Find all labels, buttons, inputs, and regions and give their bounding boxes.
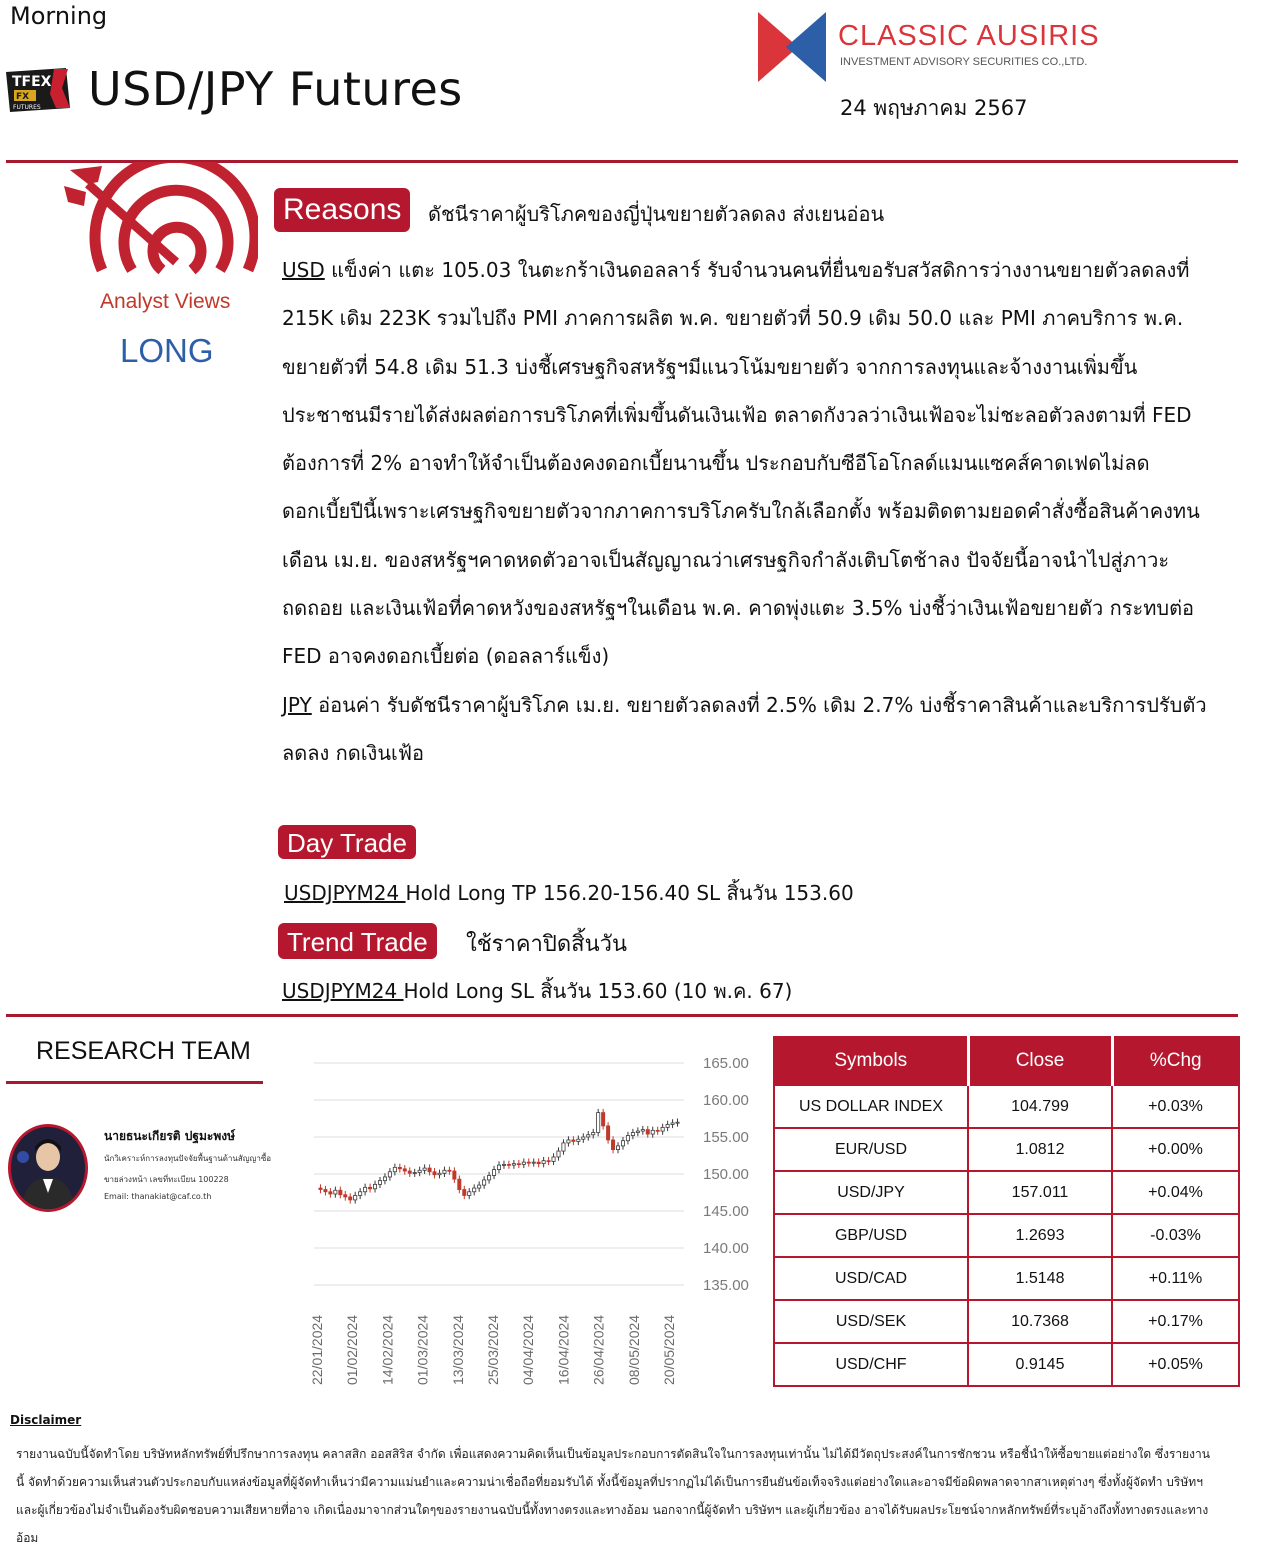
candle-body: [587, 1135, 590, 1137]
table-row: [774, 1214, 1239, 1257]
table-row: [774, 1085, 1239, 1128]
symbol-cell: US DOLLAR INDEX: [774, 1085, 968, 1128]
candle-body: [383, 1177, 386, 1181]
y-tick-label: 150.00: [703, 1166, 749, 1183]
y-tick-label: 160.00: [703, 1092, 749, 1109]
jpy-text: อ่อนค่า รับดัชนีราคาผู้บริโภค เม.ย. ขยายตัวลดลงที่ 2.5% เดิม 2.7% บ่งชี้ราคาสินค้าและบริการปรับตัวลดลง กดเงินเฟ้อ: [282, 692, 1207, 765]
candle-body: [463, 1190, 466, 1196]
candle-body: [334, 1190, 337, 1194]
analyst-avatar: [8, 1124, 88, 1212]
column-header-symbols: Symbols: [774, 1037, 968, 1085]
jpy-label: JPY: [282, 692, 312, 717]
target-arrow-icon: [58, 162, 258, 290]
table-row: [774, 1128, 1239, 1171]
candle-body: [473, 1188, 476, 1192]
day-trade-line: [284, 877, 854, 909]
candle-body: [597, 1113, 600, 1133]
trend-trade-note: ใช้ราคาปิดสิ้นวัน: [466, 932, 628, 957]
close-cell: 157.011: [968, 1171, 1112, 1214]
candle-body: [527, 1162, 530, 1163]
candle-body: [572, 1140, 575, 1141]
chg-cell: +0.05%: [1112, 1343, 1239, 1386]
reasons-headline: ดัชนีราคาผู้บริโภคของญี่ปุ่นขยายตัวลดลง ส่งเยนอ่อน: [428, 202, 885, 226]
candle-body: [542, 1161, 545, 1164]
tfex-logo-text-2: FX: [16, 92, 30, 102]
candle-body: [329, 1192, 332, 1194]
candle-body: [423, 1168, 426, 1170]
candle-body: [592, 1133, 595, 1135]
candle-body: [418, 1170, 421, 1172]
day-trade-text: Hold Long TP 156.20-156.40 SL สิ้นวัน 153.60: [405, 881, 854, 905]
candle-body: [393, 1167, 396, 1171]
candle-body: [552, 1157, 555, 1161]
analyst-portrait-icon: [11, 1127, 85, 1209]
candle-body: [537, 1162, 540, 1163]
y-tick-label: 140.00: [703, 1240, 749, 1257]
candle-body: [577, 1139, 580, 1141]
candle-body: [458, 1179, 461, 1189]
trend-trade-line: [282, 975, 792, 1007]
day-trade-tag: Day Trade: [278, 825, 416, 859]
x-tick-label: 08/05/2024: [625, 1314, 642, 1385]
x-tick-label: 16/04/2024: [555, 1314, 572, 1385]
symbol-cell: EUR/USD: [774, 1128, 968, 1171]
candle-body: [646, 1130, 649, 1134]
candle-body: [368, 1187, 371, 1188]
candle-body: [428, 1168, 431, 1172]
report-date: 24 พฤษภาคม 2567: [840, 96, 1028, 120]
table-header-row: [774, 1037, 1239, 1085]
reasons-tag: Reasons: [274, 188, 410, 232]
analyst-views-label: Analyst Views: [100, 290, 231, 313]
usd-label: USD: [282, 258, 325, 282]
section-divider: [6, 1014, 1238, 1017]
candle-body: [388, 1172, 391, 1177]
analyst-role: นักวิเคราะห์การลงทุนปัจจัยพื้นฐานด้านสัญญาซื้อ: [104, 1154, 272, 1163]
trend-trade-text: Hold Long SL สิ้นวัน 153.60 (10 พ.ค. 67): [403, 979, 793, 1003]
candle-body: [517, 1164, 520, 1165]
candle-body: [671, 1123, 674, 1124]
x-tick-label: 01/02/2024: [344, 1314, 361, 1385]
page-title: USD/JPY Futures: [88, 62, 463, 116]
research-team-underline: [6, 1081, 263, 1084]
close-cell: 1.5148: [968, 1257, 1112, 1300]
symbol-cell: USD/CAD: [774, 1257, 968, 1300]
company-name: CLASSIC AUSIRIS: [838, 20, 1100, 52]
usd-paragraph: [282, 246, 1212, 681]
chg-cell: +0.04%: [1112, 1171, 1239, 1214]
candle-body: [532, 1162, 535, 1163]
chg-cell: +0.03%: [1112, 1085, 1239, 1128]
reasons-body: [282, 246, 1212, 777]
candle-body: [616, 1146, 619, 1150]
table-row: [774, 1343, 1239, 1386]
symbol-cell: USD/CHF: [774, 1343, 968, 1386]
candle-body: [502, 1164, 505, 1165]
usd-text: แข็งค่า แตะ 105.03 ในตะกร้าเงินดอลลาร์ รับจำนวนคนที่ยื่นขอรับสวัสดิการว่างงานขยายตัวลดลงที่ 215K เดิม 223K รวมไปถึง PMI ภาคการผลิต พ.ค. ขยายตัวที่ 50.9 เดิม 50.0 และ PMI ภาคบริการ พ.ค. ขยายตัวที่ 54.8 เดิม 51.3 บ่งชี้เศรษฐกิจสหรัฐฯมีแนวโน้มขยายตัว จากการลงทุนและจ้างงานเพิ่มขึ้น ประชาชนมีรายได้ส่งผลต่อการบริโภคที่เพิ่มขึ้นดันเงินเฟ้อ ตลาดกังวลว่าเงินเฟ้อจะไม่ชะลอตัวลงตามที่ FED ต้องการที่ 2% อาจทำให้จำเป็นต้องคงดอกเบี้ยนานขึ้น ประกอบกับซีอีโอโกลด์แมนแซคส์คาดเฟดไม่ลดดอกเบี้ยปีนี้เพราะเศรษฐกิจขยายตัวจากภาคการบริโภครับใกล้เลือกตั้ง พร้อมติดตามยอดคำสั่งซื้อสินค้าคงทนเดือน เม.ย. ของสหรัฐฯคาดหดตัวอาจเป็นสัญญาณว่าเศรษฐกิจกำลังเติบโตช้าลง ปัจจัยนี้อาจนำไปสู่ภาวะถดถอย และเงินเฟ้อที่คาดหวังของสหรัฐฯในเดือน พ.ค. คาดพุ่งแตะ 3.5% บ่งชี้ว่าเงินเฟ้อขยายตัว กระทบต่อ FED อาจคงดอกเบี้ยต่อ (ดอลลาร์แข็ง): [282, 258, 1200, 669]
candle-body: [478, 1185, 481, 1188]
close-cell: 1.0812: [968, 1128, 1112, 1171]
analyst-position: LONG: [120, 332, 214, 369]
x-tick-label: 25/03/2024: [485, 1314, 501, 1385]
symbol-cell: USD/JPY: [774, 1171, 968, 1214]
candle-body: [433, 1172, 436, 1175]
candle-body: [453, 1171, 456, 1179]
y-tick-label: 145.00: [703, 1203, 749, 1220]
day-trade-symbol: USDJPYM24: [284, 881, 406, 905]
candle-body: [567, 1140, 570, 1143]
candle-body: [562, 1143, 565, 1151]
column-header-close: Close: [968, 1037, 1112, 1085]
research-team-title: RESEARCH TEAM: [36, 1037, 251, 1065]
candle-body: [611, 1140, 614, 1150]
symbol-cell: GBP/USD: [774, 1214, 968, 1257]
company-subtitle: INVESTMENT ADVISORY SECURITIES CO.,LTD.: [840, 56, 1088, 68]
trend-trade-tag: Trend Trade: [278, 923, 437, 959]
candle-body: [349, 1197, 352, 1200]
candle-body: [413, 1173, 416, 1174]
analyst-license: ขายล่วงหน้า เลขที่ทะเบียน 100228: [104, 1175, 229, 1184]
candle-body: [631, 1133, 634, 1136]
chg-cell: +0.17%: [1112, 1300, 1239, 1343]
candle-body: [438, 1173, 441, 1174]
y-tick-label: 165.00: [703, 1055, 749, 1072]
x-tick-label: 13/03/2024: [449, 1314, 466, 1385]
candle-body: [468, 1192, 471, 1196]
candle-body: [373, 1184, 376, 1188]
x-tick-label: 01/03/2024: [414, 1314, 431, 1385]
candle-body: [403, 1169, 406, 1171]
candle-body: [364, 1187, 367, 1191]
tfex-logo-text-3: FUTURES: [13, 104, 41, 111]
candle-body: [602, 1113, 605, 1126]
candle-body: [626, 1136, 629, 1141]
candle-body: [483, 1180, 486, 1185]
candle-body: [492, 1170, 495, 1176]
candle-body: [487, 1175, 490, 1179]
candle-body: [339, 1190, 342, 1194]
table-row: [774, 1171, 1239, 1214]
candle-body: [344, 1195, 347, 1197]
candle-body: [443, 1170, 446, 1173]
candle-body: [641, 1130, 644, 1131]
analyst-name: นายธนะเกียรติ ปฐมะพงษ์: [104, 1129, 236, 1143]
market-summary-table: [773, 1036, 1240, 1387]
candle-body: [359, 1192, 362, 1196]
candle-body: [661, 1127, 664, 1131]
analyst-email: Email: thanakiat@caf.co.th: [104, 1192, 212, 1201]
x-tick-label: 14/02/2024: [379, 1314, 396, 1385]
chg-cell: -0.03%: [1112, 1214, 1239, 1257]
usdjpy-candlestick-chart: [300, 1040, 760, 1400]
candle-body: [606, 1126, 609, 1140]
candle-body: [507, 1164, 510, 1165]
candle-body: [378, 1181, 381, 1185]
disclaimer-text: รายงานฉบับนี้จัดทำโดย บริษัทหลักทรัพย์ที่ปรึกษาการลงทุน คลาสสิก ออสสิริส จำกัด เพื่อแสดงความคิดเห็นเป็นข้อมูลประกอบการตัดสินใจในการลงทุนเท่านั้น ไม่ได้มีวัตถุประสงค์ในการชักชวน หรือชี้นำให้ซื้อขายแต่อย่างใด ซึ่งรายงานนี้ จัดทำด้วยความเห็นส่วนตัวประกอบกับแหล่งข้อมูลที่ผู้จัดทำเห็นว่ามีความแม่นยำและความน่าเชื่อถือที่ยอมรับได้ ทั้งนี้ข้อมูลที่ปรากฏไม่ได้เป็นการยืนยันข้อเท็จจริงแต่อย่างใดและอาจมีข้อผิดพลาดจากสาเหตุต่างๆ ซึ่งทั้งผู้จัดทำ บริษัทฯ และผู้เกี่ยวข้องไม่จำเป็นต้องรับผิดชอบความเสียหายที่อาจ เกิดเนื่องมาจากส่วนใดๆของรายงานฉบับนี้ทั้งทางตรงและทางอ้อม นอกจากนี้ผู้จัดทำ บริษัทฯ และผู้เกี่ยวข้อง อาจได้รับผลประโยชน์จากหลักทรัพย์ที่ระบุอ้างถึงทั้งทางตรงและทางอ้อม: [16, 1447, 1210, 1545]
y-tick-label: 135.00: [703, 1277, 749, 1294]
candle-body: [324, 1190, 327, 1192]
x-tick-label: 04/04/2024: [520, 1314, 537, 1385]
candle-body: [522, 1162, 525, 1164]
x-tick-label: 26/04/2024: [590, 1314, 607, 1385]
table-row: [774, 1300, 1239, 1343]
x-tick-label: 20/05/2024: [661, 1314, 677, 1385]
table-row: [774, 1257, 1239, 1300]
candle-body: [666, 1124, 669, 1127]
candle-body: [547, 1161, 550, 1162]
tfex-logo-text-1: TFEX: [12, 74, 52, 90]
candle-body: [398, 1167, 401, 1168]
candle-body: [512, 1164, 515, 1165]
x-tick-label: 22/01/2024: [309, 1314, 325, 1385]
candle-body: [319, 1188, 322, 1189]
close-cell: 0.9145: [968, 1343, 1112, 1386]
candle-body: [656, 1130, 659, 1131]
column-header-chg: %Chg: [1112, 1037, 1239, 1085]
jpy-paragraph: [282, 681, 1212, 778]
trend-trade-symbol: USDJPYM24: [282, 979, 404, 1003]
candle-body: [497, 1165, 500, 1169]
candle-body: [636, 1131, 639, 1132]
disclaimer-title: Disclaimer: [10, 1413, 82, 1427]
symbol-cell: USD/SEK: [774, 1300, 968, 1343]
chg-cell: +0.00%: [1112, 1128, 1239, 1171]
candle-body: [354, 1195, 357, 1199]
candle-body: [582, 1137, 585, 1139]
candle-body: [557, 1151, 560, 1157]
close-cell: 10.7368: [968, 1300, 1112, 1343]
close-cell: 104.799: [968, 1085, 1112, 1128]
edition-label: Morning: [10, 2, 108, 30]
classic-ausiris-logo-icon: [758, 12, 828, 82]
y-tick-label: 155.00: [703, 1129, 749, 1146]
candle-body: [448, 1170, 451, 1171]
candle-body: [408, 1171, 411, 1173]
candle-body: [621, 1141, 624, 1146]
close-cell: 1.2693: [968, 1214, 1112, 1257]
candle-body: [651, 1130, 654, 1134]
tfex-fx-futures-logo: [4, 66, 72, 114]
candle-body: [676, 1122, 679, 1123]
chg-cell: +0.11%: [1112, 1257, 1239, 1300]
